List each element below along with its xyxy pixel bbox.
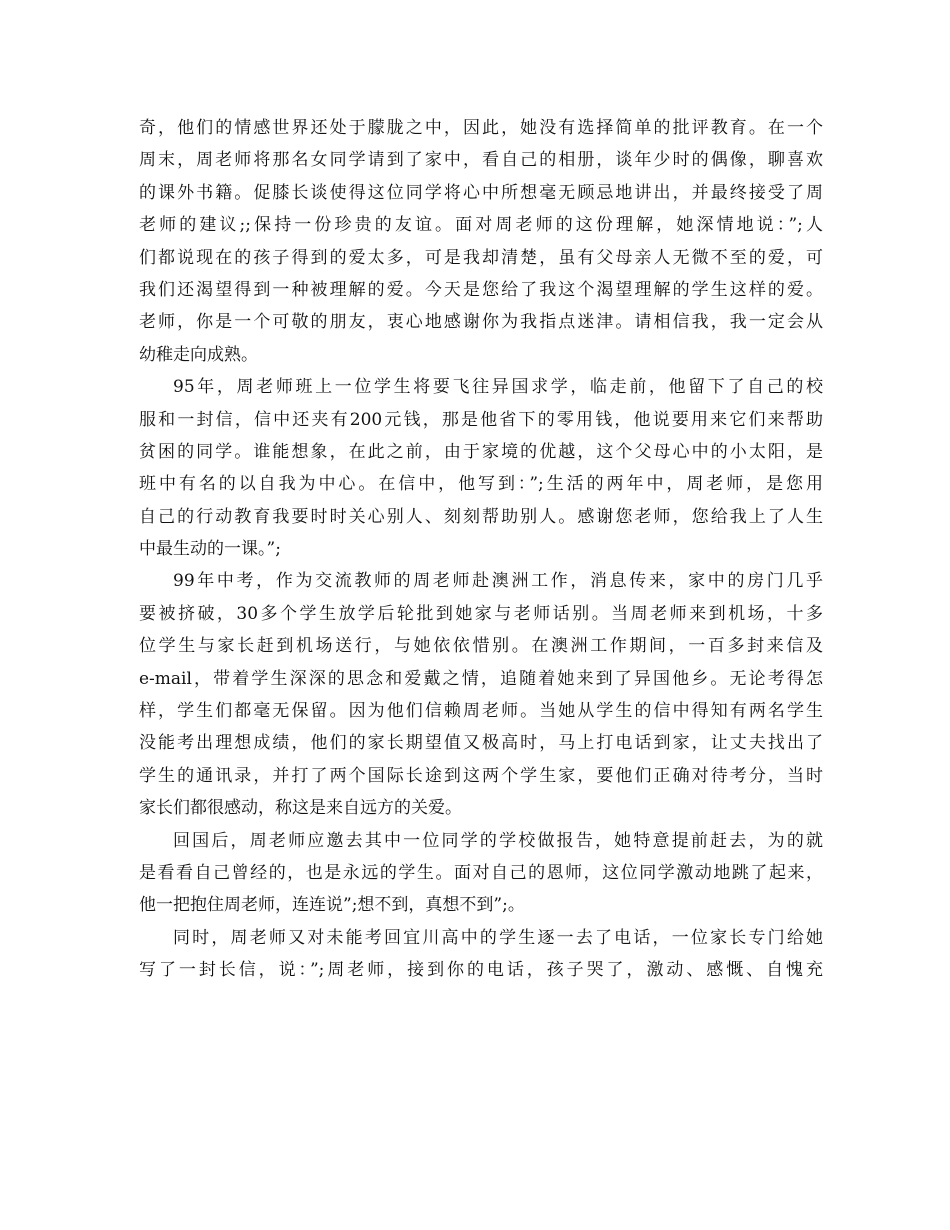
text-line: 我们还渴望得到一种被理解的爱。今天是您给了我这个渴望理解的学生这样的爱。 [139,279,823,300]
text-line: 没能考出理想成绩，他们的家长期望值又极高时，马上打电话到家，让丈夫找出了 [139,733,823,754]
text-line: 的课外书籍。促膝长谈使得这位同学将心中所想毫无顾忌地讲出，并最终接受了周 [139,182,823,203]
text-line: 贫困的同学。谁能想象，在此之前，由于家境的优越，这个父母心中的小太阳，是 [139,441,823,462]
text-line: 写了一封长信，说：”;周老师，接到你的电话，孩子哭了，激动、感慨、自愧充 [139,960,823,981]
paragraph-first-line: 同时，周老师又对未能考回宜川高中的学生逐一去了电话，一位家长专门给她 [173,927,823,948]
document-body [139,112,823,987]
text-line: 位学生与家长赶到机场送行，与她依依惜别。在澳洲工作期间，一百多封来信及 [139,636,823,657]
text-line: 样，学生们都毫无保留。因为他们信赖周老师。当她从学生的信中得知有两名学生 [139,701,823,722]
text-line: 是看看自己曾经的，也是永远的学生。面对自己的恩师，这位同学激动地跳了起来， [139,862,823,883]
paragraph-first-line: 99年中考，作为交流教师的周老师赴澳洲工作，消息传来，家中的房门几乎 [173,571,823,592]
text-line: 学生的通讯录，并打了两个国际长途到这两个学生家，要他们正确对待考分，当时 [139,765,823,786]
text-line: 周末，周老师将那名女同学请到了家中，看自己的相册，谈年少时的偶像，聊喜欢 [139,150,823,171]
text-line: 老师的建议;;保持一份珍贵的友谊。面对周老师的这份理解，她深情地说：”;人 [139,215,823,236]
text-line: 自己的行动教育我要时时关心别人、刻刻帮助别人。感谢您老师，您给我上了人生 [139,506,823,527]
text-line: 家长们都很感动，称这是来自远方的关爱。 [139,798,462,819]
text-line: 老师，你是一个可敬的朋友，衷心地感谢你为我指点迷津。请相信我，我一定会从 [139,312,823,333]
text-line: 班中有名的以自我为中心。在信中，他写到：”;生活的两年中，周老师，是您用 [139,474,823,495]
text-line: 们都说现在的孩子得到的爱太多，可是我却清楚，虽有父母亲人无微不至的爱，可 [139,247,823,268]
text-line: 服和一封信，信中还夹有200元钱，那是他省下的零用钱，他说要用来它们来帮助 [139,409,823,430]
paragraph-first-line: 回国后，周老师应邀去其中一位同学的学校做报告，她特意提前赶去，为的就 [173,830,823,851]
text-line: 他一把抱住周老师，连连说”;想不到，真想不到”;。 [139,895,525,916]
text-line: 中最生动的一课。”; [139,539,281,560]
paragraph-first-line: 95年，周老师班上一位学生将要飞往异国求学，临走前，他留下了自己的校 [173,377,823,398]
text-line: 幼稚走向成熟。 [139,344,258,365]
text-line: 奇，他们的情感世界还处于朦胧之中，因此，她没有选择简单的批评教育。在一个 [139,118,823,138]
text-line: e-mail，带着学生深深的思念和爱戴之情，追随着她来到了异国他乡。无论考得怎 [139,668,823,689]
text-line: 要被挤破，30多个学生放学后轮批到她家与老师话别。当周老师来到机场，十多 [139,603,823,624]
